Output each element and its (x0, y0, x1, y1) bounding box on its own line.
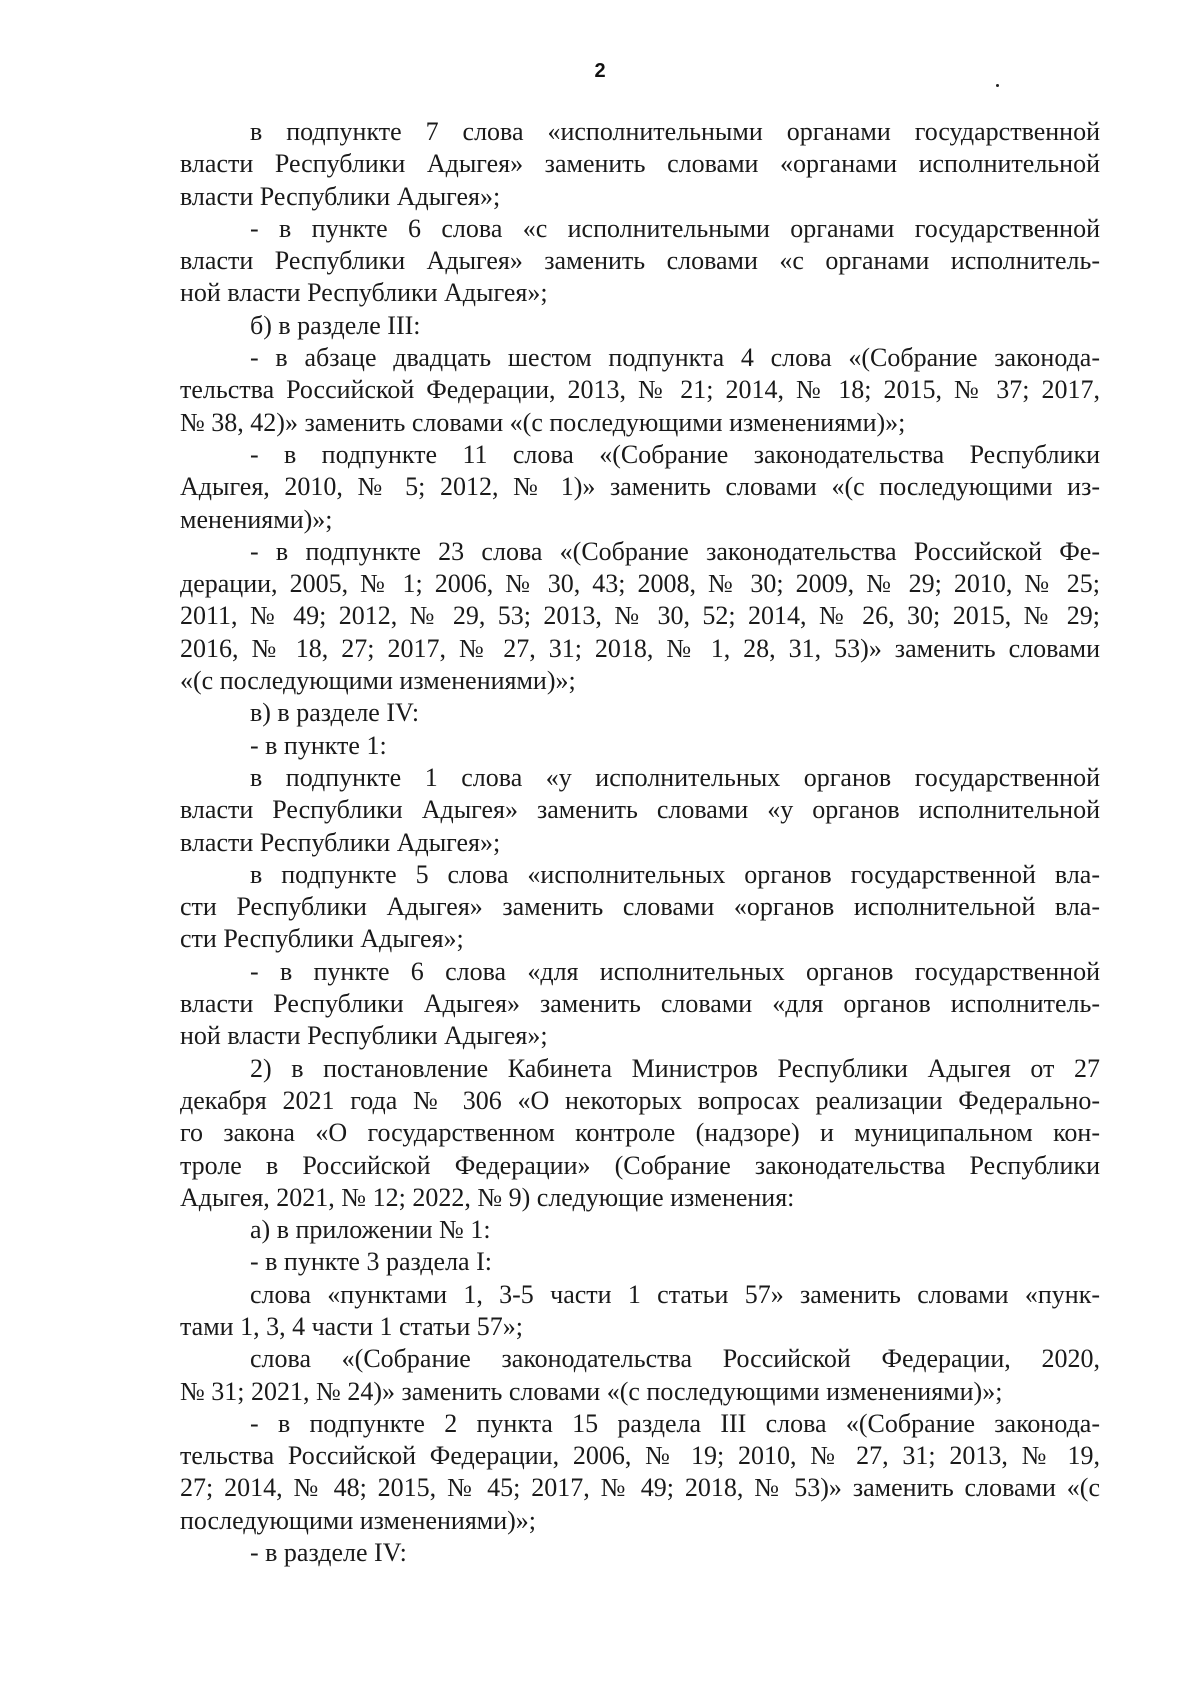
text-line: Адыгея, 2010, № 5; 2012, № 1)» заменить словами «(с последующими из- (180, 472, 1100, 502)
text-line: - в подпункте 11 слова «(Собрание законодательства Республики (250, 439, 1100, 469)
text-line: в подпункте 1 слова «у исполнительных органов государственной (250, 762, 1100, 792)
text-line: ной власти Республики Адыгея»; (180, 1021, 548, 1051)
text-line: декабря 2021 года № 306 «О некоторых вопросах реализации Федерально- (180, 1085, 1100, 1115)
page-number: 2 (594, 60, 606, 82)
text-line: - в абзаце двадцать шестом подпункта 4 слова «(Собрание законода- (250, 343, 1100, 373)
text-line: власти Республики Адыгея»; (180, 827, 501, 857)
text-line: го закона «О государственном контроле (надзоре) и муниципальном кон- (180, 1118, 1100, 1148)
text-line: сти Республики Адыгея»; (180, 924, 464, 954)
text-line: а) в приложении № 1: (250, 1215, 491, 1245)
document-body (180, 116, 1100, 1569)
text-line: - в подпункте 23 слова «(Собрание законодательства Российской Фе- (250, 536, 1100, 566)
text-line: дерации, 2005, № 1; 2006, № 30, 43; 2008, № 30; 2009, № 29; 2010, № 25; (180, 569, 1100, 599)
text-line: в подпункте 5 слова «исполнительных органов государственной вла- (250, 859, 1100, 889)
text-line: № 38, 42)» заменить словами «(с последующими изменениями)»; (180, 407, 906, 437)
text-line: - в пункте 3 раздела I: (250, 1247, 492, 1277)
text-line: - в пункте 6 слова «с исполнительными органами государственной (250, 213, 1100, 243)
text-line: ной власти Республики Адыгея»; (180, 278, 548, 308)
text-line: тами 1, 3, 4 части 1 статьи 57»; (180, 1311, 523, 1341)
text-line: Адыгея, 2021, № 12; 2022, № 9) следующие изменения: (180, 1182, 795, 1212)
text-line: в) в разделе IV: (250, 698, 420, 728)
text-line: тельства Российской Федерации, 2013, № 21; 2014, № 18; 2015, № 37; 2017, (180, 375, 1100, 405)
text-line: - в пункте 1: (250, 730, 387, 760)
text-line: слова «(Собрание законодательства Российской Федерации, 2020, (250, 1344, 1100, 1374)
text-line: в подпункте 7 слова «исполнительными органами государственной (250, 117, 1100, 146)
text-line: 27; 2014, № 48; 2015, № 45; 2017, № 49; 2018, № 53)» заменить словами «(с (180, 1473, 1100, 1503)
text-line: троле в Российской Федерации» (Собрание законодательства Республики (180, 1150, 1100, 1180)
text-line: № 31; 2021, № 24)» заменить словами «(с последующими изменениями)»; (180, 1376, 1003, 1406)
text-line: власти Республики Адыгея» заменить словами «с органами исполнитель- (180, 246, 1100, 276)
text-line: тельства Российской Федерации, 2006, № 19; 2010, № 27, 31; 2013, № 19, (180, 1441, 1100, 1471)
text-line: власти Республики Адыгея» заменить словами «у органов исполнительной (180, 795, 1100, 825)
text-line: 2011, № 49; 2012, № 29, 53; 2013, № 30, 52; 2014, № 26, 30; 2015, № 29; (180, 601, 1100, 631)
scan-speck (996, 84, 999, 87)
text-line: власти Республики Адыгея» заменить словами «для органов исполнитель- (180, 989, 1100, 1019)
text-line: менениями)»; (180, 504, 333, 534)
text-line: - в подпункте 2 пункта 15 раздела III слова «(Собрание законода- (250, 1408, 1100, 1438)
text-line: власти Республики Адыгея»; (180, 181, 501, 211)
text-line: сти Республики Адыгея» заменить словами «органов исполнительной вла- (180, 892, 1100, 922)
text-line: последующими изменениями)»; (180, 1505, 537, 1535)
text-line: слова «пунктами 1, 3-5 части 1 статьи 57» заменить словами «пунк- (250, 1279, 1100, 1309)
text-line: власти Республики Адыгея» заменить словами «органами исполнительной (180, 149, 1100, 179)
text-line: - в разделе IV: (250, 1538, 407, 1568)
text-line: б) в разделе III: (250, 310, 421, 340)
text-line: «(с последующими изменениями)»; (180, 666, 576, 696)
text-line: - в пункте 6 слова «для исполнительных органов государственной (250, 956, 1100, 986)
text-line: 2016, № 18, 27; 2017, № 27, 31; 2018, № 1, 28, 31, 53)» заменить словами (180, 633, 1100, 663)
text-line: 2) в постановление Кабинета Министров Республики Адыгея от 27 (250, 1053, 1100, 1083)
